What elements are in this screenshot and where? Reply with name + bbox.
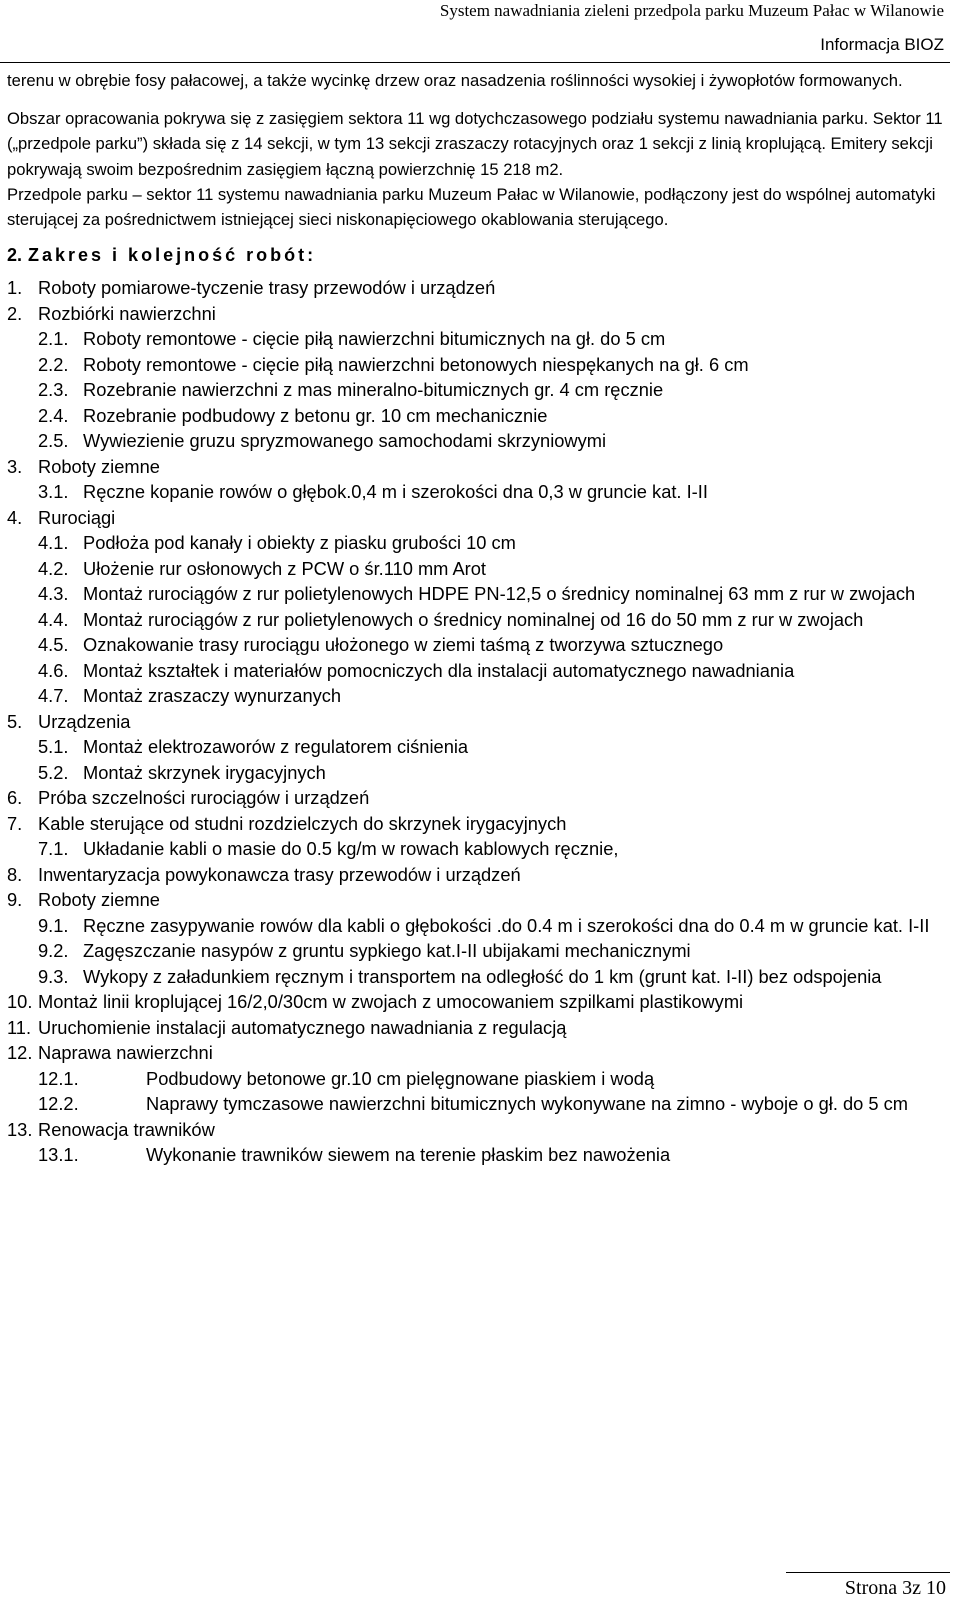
list-item — [7, 556, 947, 582]
list-item-number: 2.1. — [38, 328, 69, 350]
list-item — [7, 1117, 947, 1143]
list-item-number: 12. — [7, 1042, 33, 1064]
list-item — [7, 454, 947, 480]
list-item-text: Zagęszczanie nasypów z gruntu sypkiego kat.I-II ubijakami mechanicznymi — [83, 940, 691, 962]
list-item-text: Inwentaryzacja powykonawcza trasy przewodów i urządzeń — [38, 863, 521, 885]
list-item-number: 4.7. — [38, 685, 69, 707]
list-item — [7, 428, 947, 454]
list-item — [7, 938, 947, 964]
list-item — [7, 275, 947, 301]
list-item-number: 7. — [7, 812, 23, 834]
list-item-number: 6. — [7, 787, 23, 809]
paragraph: terenu w obrębie fosy pałacowej, a także wycinkę drzew oraz nasadzenia roślinności wysokiej i żywopłotów formowanych. — [7, 71, 903, 90]
list-item-number: 3.1. — [38, 481, 69, 503]
list-item-text: Renowacja trawników — [38, 1118, 215, 1140]
list-item-number: 4.5. — [38, 634, 69, 656]
list-item-text: Montaż rurociągów z rur polietylenowych o średnicy nominalnej od 16 do 50 mm z rur w zwojach — [83, 608, 864, 630]
list-item — [7, 989, 947, 1015]
work-list — [7, 275, 947, 1168]
list-item-text: Naprawy tymczasowe nawierzchni bitumicznych wykonywane na zimno - wyboje o gł. do 5 cm — [146, 1093, 909, 1115]
section-number: 2. — [7, 245, 23, 266]
list-item-text: Podłoża pod kanały i obiekty z piasku grubości 10 cm — [83, 532, 516, 554]
header-divider — [0, 62, 950, 63]
list-item-text: Rozbiórki nawierzchni — [38, 302, 216, 324]
list-item-number: 2.3. — [38, 379, 69, 401]
list-item-number: 2.4. — [38, 404, 69, 426]
list-item-text: Roboty remontowe - cięcie piłą nawierzchni betonowych niespękanych na gł. 6 cm — [83, 353, 749, 375]
list-item-number: 12.2. — [38, 1093, 79, 1115]
list-item-number: 3. — [7, 455, 23, 477]
list-item-number: 5.1. — [38, 736, 69, 758]
list-item — [7, 479, 947, 505]
list-item — [7, 326, 947, 352]
list-item-number: 2. — [7, 302, 23, 324]
list-item — [7, 352, 947, 378]
list-item — [7, 658, 947, 684]
list-item-text: Roboty ziemne — [38, 889, 160, 911]
list-item-text: Montaż rurociągów z rur polietylenowych HDPE PN-12,5 o średnicy nominalnej 63 mm z rur w zwojach — [83, 583, 916, 605]
list-item — [7, 734, 947, 760]
list-item-text: Uruchomienie instalacji automatycznego nawadniania z regulacją — [38, 1016, 567, 1038]
list-item-number: 9.2. — [38, 940, 69, 962]
list-item-text: Roboty remontowe - cięcie piłą nawierzchni bitumicznych na gł. do 5 cm — [83, 328, 666, 350]
list-item-number: 8. — [7, 863, 23, 885]
list-item-text: Wywiezienie gruzu spryzmowanego samochodami skrzyniowymi — [83, 430, 607, 452]
list-item — [7, 505, 947, 531]
list-item — [7, 1142, 947, 1168]
list-item-number: 9.1. — [38, 914, 69, 936]
list-item — [7, 377, 947, 403]
footer-divider — [786, 1572, 950, 1573]
list-item — [7, 709, 947, 735]
section-heading — [7, 241, 947, 269]
list-item-number: 4. — [7, 506, 23, 528]
list-item-number: 5. — [7, 710, 23, 732]
section-title: Zakres i kolejność robót: — [28, 245, 317, 266]
list-item — [7, 836, 947, 862]
list-item-number: 7.1. — [38, 838, 69, 860]
document-body — [7, 68, 947, 1168]
list-item-number: 4.2. — [38, 557, 69, 579]
list-item — [7, 1040, 947, 1066]
list-item-text: Montaż elektrozaworów z regulatorem ciśnienia — [83, 736, 469, 758]
list-item-number: 12.1. — [38, 1067, 79, 1089]
list-item-text: Ułożenie rur osłonowych z PCW o śr.110 mm Arot — [83, 557, 487, 579]
paragraph: Obszar opracowania pokrywa się z zasięgiem sektora 11 wg dotychczasowego podziału systemu nawadniania parku. Sektor 11 („przedpole parku”) składa się z 14 sekcji, w tym 13 sekcji zraszaczy rotacyjnych oraz 1 sekcji z linią kroplującą. Emitery sekcji pokrywają swoim bezpośrednim zasięgiem łączną powierzchnię 15 218 m2. — [7, 109, 943, 179]
list-item-text: Oznakowanie trasy rurociągu ułożonego w ziemi taśmą z tworzywa sztucznego — [83, 634, 724, 656]
list-item-text: Układanie kabli o masie do 0.5 kg/m w rowach kablowych ręcznie, — [83, 838, 619, 860]
list-item-text: Urządzenia — [38, 710, 131, 732]
paragraph: Przedpole parku – sektor 11 systemu nawadniania parku Muzeum Pałac w Wilanowie, podłączony jest do wspólnej automatyki sterującej za pośrednictwem istniejącej sieci niskonapięciowego okablowania sterującego. — [7, 184, 936, 230]
list-item-number: 4.1. — [38, 532, 69, 554]
list-item — [7, 607, 947, 633]
list-item-text: Montaż linii kroplującej 16/2,0/30cm w zwojach z umocowaniem szpilkami plastikowymi — [38, 991, 744, 1013]
list-item — [7, 760, 947, 786]
list-item — [7, 683, 947, 709]
list-item-text: Rurociągi — [38, 506, 116, 528]
list-item-number: 13. — [7, 1118, 33, 1140]
list-item — [7, 964, 947, 990]
list-item-text: Rozebranie nawierzchni z mas mineralno-bitumicznych gr. 4 cm ręcznie — [83, 379, 664, 401]
list-item — [7, 301, 947, 327]
list-item — [7, 1066, 947, 1092]
list-item-number: 13.1. — [38, 1144, 79, 1166]
list-item-number: 2.5. — [38, 430, 69, 452]
list-item — [7, 1015, 947, 1041]
list-item-text: Wykonanie trawników siewem na terenie płaskim bez nawożenia — [146, 1144, 671, 1166]
list-item — [7, 913, 947, 939]
list-item-text: Ręczne kopanie rowów o głębok.0,4 m i szerokości dna 0,3 w gruncie kat. I-II — [83, 481, 708, 503]
list-item-text: Próba szczelności rurociągów i urządzeń — [38, 787, 370, 809]
list-item-text: Kable sterujące od studni rozdzielczych do skrzynek irygacyjnych — [38, 812, 567, 834]
list-item-number: 4.4. — [38, 608, 69, 630]
list-item-text: Naprawa nawierzchni — [38, 1042, 213, 1064]
page-number: Strona 3z 10 — [844, 1577, 946, 1599]
list-item-number: 5.2. — [38, 761, 69, 783]
list-item-number: 10. — [7, 991, 33, 1013]
document-subtitle: Informacja BIOZ — [820, 35, 944, 54]
document-title: System nawadniania zieleni przedpola parku Muzeum Pałac w Wilanowie — [439, 1, 944, 20]
list-item — [7, 785, 947, 811]
list-item-number: 9. — [7, 889, 23, 911]
list-item-number: 9.3. — [38, 965, 69, 987]
list-item-text: Wykopy z załadunkiem ręcznym i transportem na odległość do 1 km (grunt kat. I-II) bez odspojenia — [83, 965, 882, 987]
list-item — [7, 632, 947, 658]
list-item — [7, 1091, 947, 1117]
list-item-number: 11. — [7, 1016, 32, 1038]
list-item-number: 2.2. — [38, 353, 69, 375]
list-item-text: Roboty pomiarowe-tyczenie trasy przewodów i urządzeń — [38, 277, 496, 299]
list-item — [7, 811, 947, 837]
list-item-text: Roboty ziemne — [38, 455, 160, 477]
list-item-text: Montaż kształtek i materiałów pomocniczych dla instalacji automatycznego nawadniania — [83, 659, 795, 681]
list-item — [7, 887, 947, 913]
list-item — [7, 530, 947, 556]
list-item — [7, 581, 947, 607]
list-item — [7, 862, 947, 888]
list-item-number: 4.3. — [38, 583, 69, 605]
list-item-number: 1. — [7, 277, 23, 299]
list-item — [7, 403, 947, 429]
list-item-text: Ręczne zasypywanie rowów dla kabli o głębokości .do 0.4 m i szerokości dna do 0.4 m w gruncie kat. I-II — [83, 914, 930, 936]
list-item-text: Montaż zraszaczy wynurzanych — [83, 685, 342, 707]
list-item-number: 4.6. — [38, 659, 69, 681]
list-item-text: Podbudowy betonowe gr.10 cm pielęgnowane piaskiem i wodą — [146, 1067, 655, 1089]
list-item-text: Rozebranie podbudowy z betonu gr. 10 cm mechanicznie — [83, 404, 548, 426]
list-item-text: Montaż skrzynek irygacyjnych — [83, 761, 326, 783]
